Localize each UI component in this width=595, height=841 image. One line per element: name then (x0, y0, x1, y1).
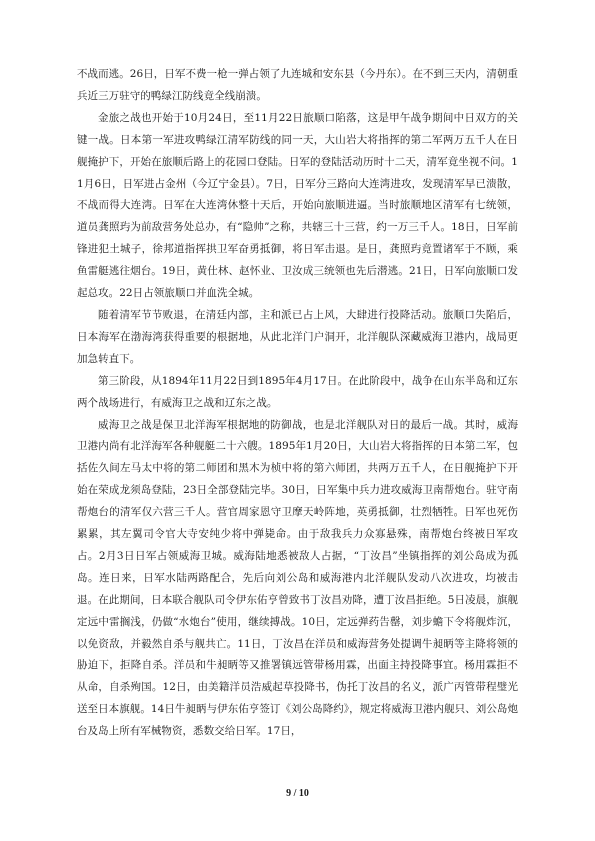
page-number-current: 9 (286, 788, 292, 799)
paragraph-4: 第三阶段，从1894年11月22日到1895年4月17日。在此阶段中，战争在山东半岛和辽东两个战场进行，有威海卫之战和辽东之战。 (77, 374, 518, 409)
page-number-separator: / (291, 788, 299, 799)
paragraph-2: 金旅之战也开始于10月24日，至11月22日旅顺口陷落，这是甲午战争期间中日双方的关键一战。日本第一军进攻鸭绿江清军防线的同一天，大山岩大将指挥的第二军两万五千人在日舰掩护下，开始在旅顺后路上的花园口登陆。日军的登陆活动历时十二天，清军竟坐视不问。11月6日，日军进占金州（今辽宁金县）。7日，日军分三路向大连湾进攻，发现清军早已溃散，不战而得大连湾。日军在大连湾休整十天后，开始向旅顺进逼。当时旅顺地区清军有七统领，道员龚照玙为前敌营务处总办，有“隐帅”之称，共辖三十三营，约一万三千人。18日，日军前锋进犯土城子，徐邦道指挥拱卫军奋勇抵御，将日军击退。是日，龚照玙竟置诸军于不顾，乘鱼雷艇逃往烟台。19日，黄仕林、赵怀业、卫汝成三统领也先后潜逃。21日，日军向旅顺口发起总攻。22日占领旅顺口并血洗全城。 (77, 111, 518, 300)
paragraph-3: 随着清军节节败退，在清廷内部，主和派已占上风，大肆进行投降活动。旅顺口失陷后，日本海军在渤海湾获得重要的根据地，从此北洋门户洞开，北洋舰队深藏威海卫港内，战局更加急转直下。 (77, 308, 518, 365)
page-number-footer (0, 788, 595, 799)
page-number-total: 10 (298, 788, 309, 799)
document-body (77, 64, 518, 743)
paragraph-5: 威海卫之战是保卫北洋海军根据地的防御战，也是北洋舰队对日的最后一战。其时，威海卫港内尚有北洋海军各种舰艇二十六艘。1895年1月20日，大山岩大将指挥的日本第二军，包括佐久间左马太中将的第二师团和黑木为桢中将的第六师团，共两万五千人，在日舰掩护下开始在荣成龙须岛登陆，23日全部登陆完毕。30日，日军集中兵力进攻威海卫南帮炮台。驻守南帮炮台的清军仅六营三千人。营官周家恩守卫摩天岭阵地，英勇抵御，壮烈牺牲。日军也死伤累累，其左翼司令官大寺安纯少将中弹毙命。由于敌我兵力众寡悬殊，南帮炮台终被日军攻占。2月3日日军占领威海卫城。威海陆地悉被敌人占据，“丁汝昌”坐镇指挥的刘公岛成为孤岛。连日来，日军水陆两路配合，先后向刘公岛和威海港内北洋舰队发动八次进攻，均被击退。在此期间，日本联合舰队司令伊东佑亨曾致书丁汝昌劝降，遭丁汝昌拒绝。5日凌晨，旗舰定远中雷搁浅，仍做“水炮台”使用，继续搏战。10日，定远弹药告罄，刘步蟾下令将舰炸沉，以免资敌，并毅然自杀与舰共亡。11日，丁汝昌在洋员和威海营务处提调牛昶昞等主降将领的胁迫下，拒降自杀。洋员和牛昶昞等又推署镇远管带杨用霖，出面主持投降事宜。杨用霖拒不从命，自杀殉国。12日，由美籍洋员浩威起草投降书，伪托丁汝昌的名义，派广丙管带程璧光送至日本旗舰。14日牛昶昞与伊东佑亨签订《刘公岛降约》，规定将威海卫港内舰只、刘公岛炮台及岛上所有军械物资，悉数交给日军。17日， (77, 418, 518, 738)
paragraph-1: 不战而逃。26日，日军不费一枪一弹占领了九连城和安东县（今丹东）。在不到三天内，清朝重兵近三万驻守的鸭绿江防线竟全线崩溃。 (77, 68, 518, 102)
